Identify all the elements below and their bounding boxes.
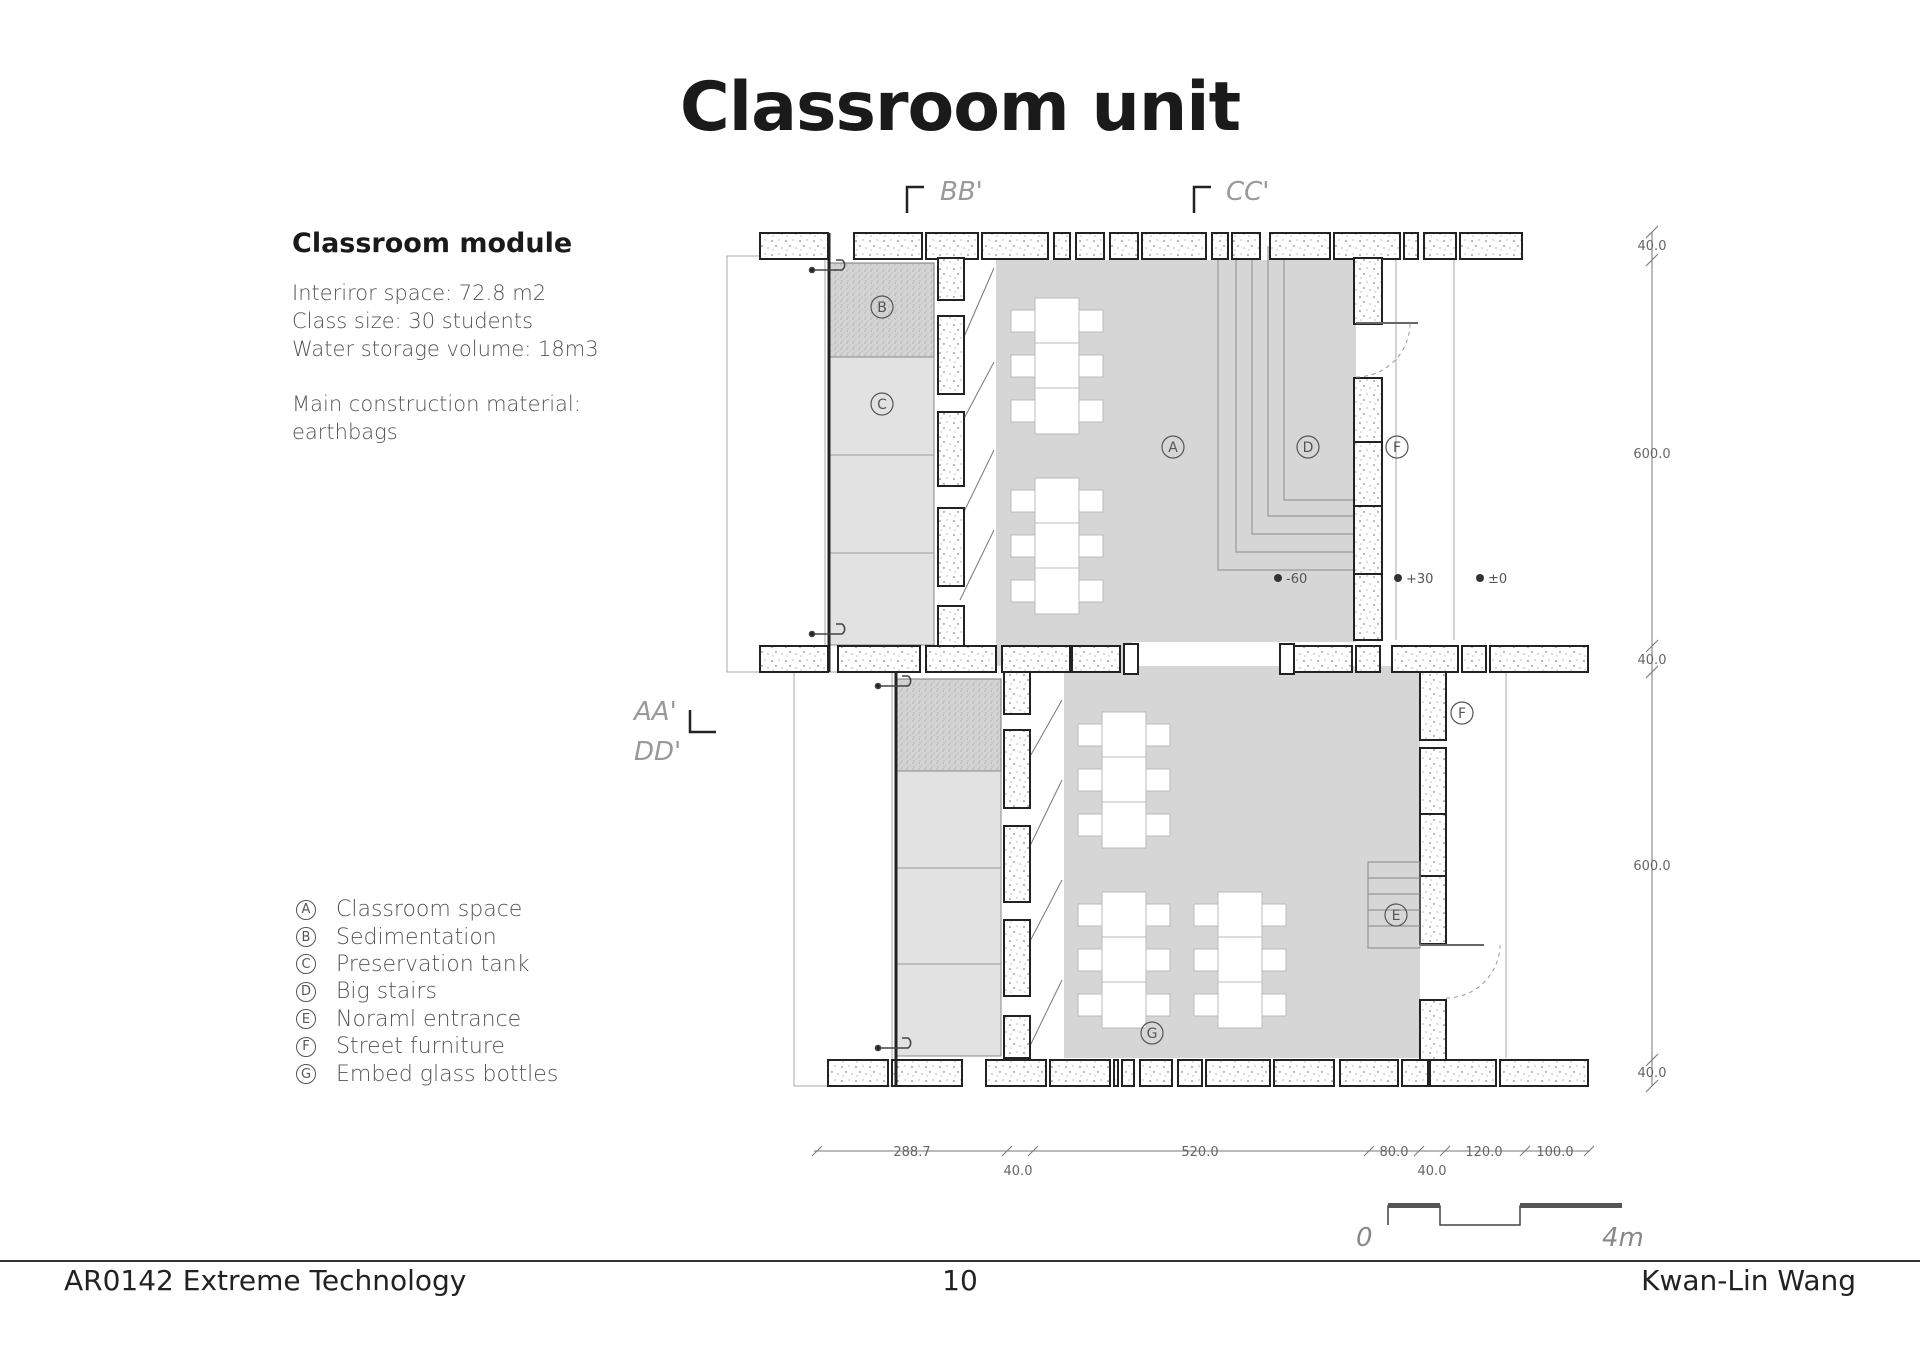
svg-text:F: F	[1457, 706, 1467, 722]
dim-label: 520.0	[1181, 1145, 1219, 1160]
legend-label: Classroom space	[336, 897, 523, 923]
zone-label-f-upper	[1386, 436, 1408, 458]
svg-text:D: D	[1302, 440, 1314, 456]
desk-group	[1011, 298, 1103, 434]
dim-label: 40.0	[1637, 239, 1667, 254]
scale-bar-end: 4m	[1602, 1223, 1644, 1253]
info-interior-space: Interiror space: 72.8 m2	[292, 281, 547, 305]
svg-text:C: C	[877, 397, 887, 413]
legend-key-icon: F	[296, 1037, 316, 1057]
legend-key-icon: A	[296, 900, 316, 920]
level-marker	[1476, 572, 1507, 587]
legend-label: Big stairs	[336, 979, 437, 1005]
section-marker-bb	[907, 177, 983, 213]
legend-key-icon: C	[296, 954, 316, 974]
legend-label: Street furniture	[336, 1034, 505, 1060]
footer-course: AR0142 Extreme Technology	[64, 1264, 467, 1297]
dim-label: 80.0	[1379, 1145, 1409, 1160]
module-heading: Classroom module	[292, 228, 573, 259]
info-material-label: Main construction material:	[292, 392, 581, 416]
legend-key-icon: B	[296, 927, 316, 947]
level-marker	[1394, 572, 1433, 587]
dim-label: 40.0	[1417, 1164, 1447, 1179]
svg-text:DD': DD'	[634, 737, 682, 767]
svg-text:A: A	[1168, 440, 1178, 456]
dim-label: 100.0	[1536, 1145, 1574, 1160]
desk-group	[1078, 712, 1170, 848]
zone-label-f-lower	[1451, 702, 1473, 724]
dim-label: 120.0	[1465, 1145, 1503, 1160]
dim-label: 40.0	[1003, 1164, 1033, 1179]
svg-text:AA': AA'	[634, 697, 677, 727]
section-marker-aa-dd	[632, 697, 716, 767]
legend-label: Noraml entrance	[336, 1006, 522, 1032]
svg-text:B: B	[877, 300, 887, 316]
svg-text:±0: ±0	[1488, 572, 1508, 587]
legend-label: Sedimentation	[336, 924, 497, 950]
footer-author: Kwan-Lin Wang	[1641, 1264, 1856, 1297]
footer-rule	[0, 1260, 1920, 1262]
legend-key-icon: G	[296, 1064, 316, 1084]
desk-group	[1078, 892, 1170, 1028]
dim-label: 40.0	[1637, 1066, 1667, 1081]
info-water-storage: Water storage volume: 18m3	[292, 337, 599, 361]
svg-text:CC': CC'	[1226, 177, 1270, 207]
info-class-size: Class size: 30 students	[292, 309, 534, 333]
dim-label: 600.0	[1633, 447, 1671, 462]
svg-text:G: G	[1146, 1026, 1158, 1042]
dim-label: 40.0	[1637, 653, 1667, 668]
svg-text:F: F	[1392, 440, 1402, 456]
svg-text:-60: -60	[1286, 572, 1308, 587]
desk-group	[1194, 892, 1286, 1028]
section-marker-cc	[1194, 177, 1269, 213]
dim-label: 288.7	[893, 1145, 931, 1160]
scale-bar-start: 0	[1356, 1223, 1373, 1253]
page-title: Classroom unit	[679, 68, 1241, 147]
svg-text:+30: +30	[1406, 572, 1434, 587]
scale-bar	[1356, 1203, 1644, 1253]
legend-key-icon: D	[296, 982, 316, 1002]
svg-text:E: E	[1391, 908, 1401, 924]
sedimentation-tank-lower	[897, 679, 1001, 771]
svg-text:BB': BB'	[940, 177, 983, 207]
legend-key-icon: E	[296, 1009, 316, 1029]
dim-label: 600.0	[1633, 859, 1671, 874]
info-material-value: earthbags	[292, 420, 398, 444]
footer-page-number: 10	[942, 1264, 978, 1297]
preservation-tank-lower	[897, 771, 1001, 1056]
legend-label: Preservation tank	[336, 951, 530, 977]
desk-group	[1011, 478, 1103, 614]
legend-label: Embed glass bottles	[336, 1061, 559, 1087]
